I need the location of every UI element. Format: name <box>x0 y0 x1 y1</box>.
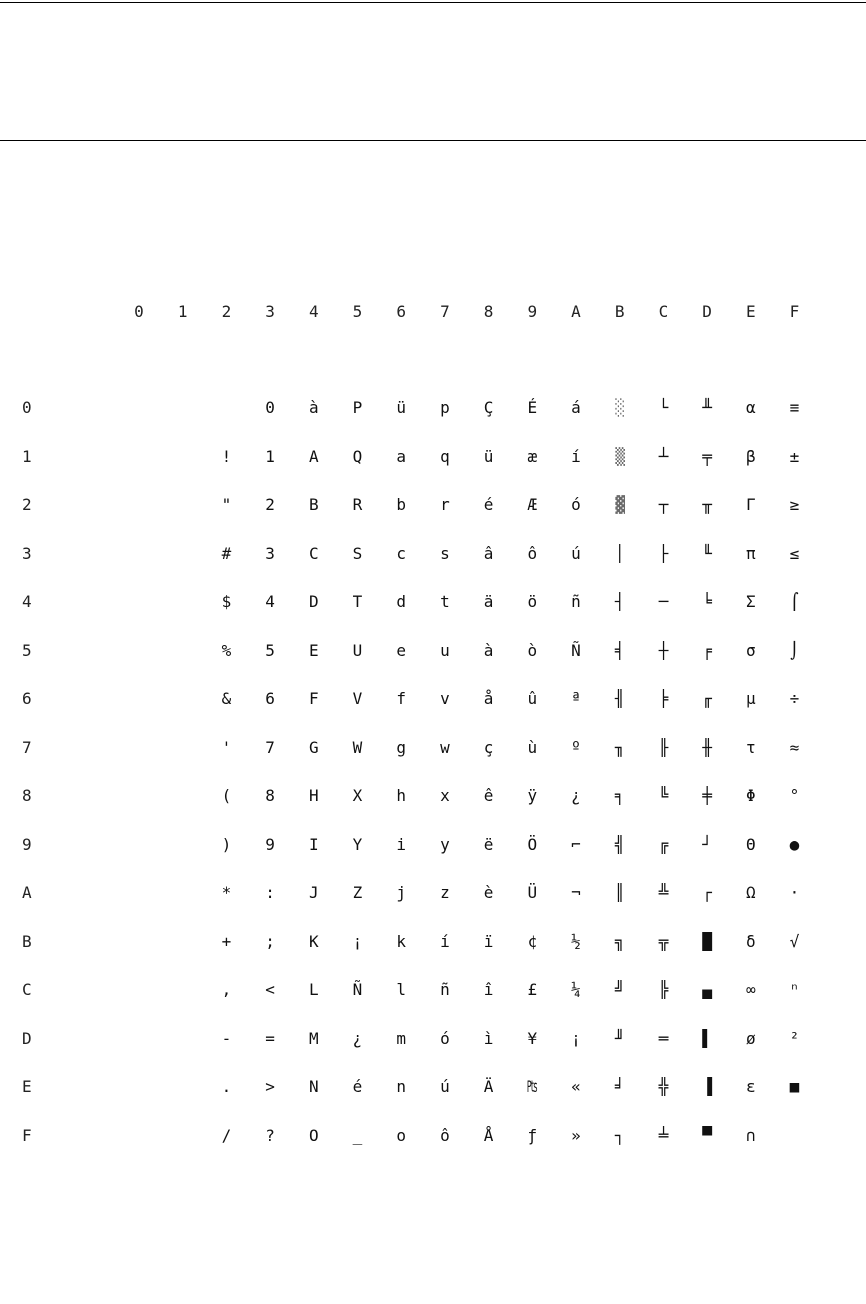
glyph-cell-8e: Φ <box>745 786 756 805</box>
glyph-cell-1e: β <box>745 446 756 466</box>
glyph-cell-72: ' <box>221 737 232 757</box>
glyph-cell-ef: ■ <box>789 1077 800 1096</box>
glyph-cell-cb: ╝ <box>614 980 625 999</box>
glyph-cell-3c: ├ <box>658 543 669 563</box>
glyph-cell-bc: ╦ <box>658 931 669 951</box>
row-header-4: 4 <box>22 592 32 611</box>
glyph-cell-98: ë <box>483 834 494 854</box>
glyph-cell-25: R <box>352 495 363 514</box>
glyph-cell-c4: L <box>308 980 319 999</box>
glyph-cell-f8: Å <box>483 1125 494 1145</box>
glyph-cell-84: H <box>308 786 319 805</box>
glyph-cell-bb: ╗ <box>614 931 625 951</box>
glyph-cell-69: û <box>527 689 538 708</box>
glyph-cell-ed: ▐ <box>702 1077 712 1096</box>
glyph-cell-37: s <box>440 543 450 563</box>
glyph-cell-4f: ⌠ <box>789 592 800 611</box>
row-header-0: 0 <box>22 398 32 417</box>
glyph-cell-e8: Ä <box>483 1077 494 1096</box>
glyph-cell-b7: í <box>440 931 450 951</box>
row-header-b: B <box>22 931 32 951</box>
glyph-cell-fb: ┐ <box>614 1125 625 1145</box>
glyph-cell-6b: ╢ <box>614 689 625 708</box>
glyph-cell-23: 2 <box>265 495 275 514</box>
glyph-cell-4d: ╘ <box>702 592 712 611</box>
glyph-cell-db: ╜ <box>614 1028 625 1048</box>
glyph-cell-2e: Γ <box>745 495 756 514</box>
glyph-cell-ea: « <box>571 1077 581 1096</box>
glyph-cell-6e: µ <box>745 689 756 708</box>
glyph-cell-a4: J <box>308 883 319 902</box>
glyph-cell-8c: ╚ <box>658 786 669 805</box>
glyph-cell-38: â <box>483 543 494 563</box>
row-header-2: 2 <box>22 495 32 514</box>
glyph-cell-14: A <box>308 446 319 466</box>
glyph-cell-95: Y <box>352 834 363 854</box>
glyph-cell-cf: ⁿ <box>789 980 800 999</box>
glyph-cell-0c: └ <box>658 398 669 417</box>
glyph-cell-27: r <box>440 495 450 514</box>
glyph-cell-53: 5 <box>265 640 275 660</box>
glyph-cell-29: Æ <box>527 495 538 514</box>
glyph-cell-fe: ∩ <box>745 1125 756 1145</box>
glyph-cell-b5: ¡ <box>352 931 363 951</box>
glyph-cell-87: x <box>440 786 450 805</box>
glyph-cell-57: u <box>440 640 450 660</box>
glyph-cell-15: Q <box>352 446 363 466</box>
glyph-cell-46: d <box>396 592 406 611</box>
glyph-cell-09: É <box>527 398 538 417</box>
glyph-cell-96: i <box>396 834 406 854</box>
glyph-cell-42: $ <box>221 592 232 611</box>
column-header-d: D <box>702 302 712 321</box>
glyph-cell-1f: ± <box>789 446 800 466</box>
glyph-cell-fc: ╧ <box>658 1125 669 1145</box>
glyph-cell-d3: = <box>265 1028 275 1048</box>
glyph-cell-0f: ≡ <box>789 398 800 417</box>
glyph-cell-3f: ≤ <box>789 543 800 563</box>
glyph-cell-33: 3 <box>265 543 275 563</box>
glyph-cell-28: é <box>483 495 494 514</box>
glyph-cell-b4: K <box>308 931 319 951</box>
glyph-cell-1b: ▒ <box>615 446 624 466</box>
glyph-cell-2c: ┬ <box>658 495 669 514</box>
column-header-9: 9 <box>527 302 538 321</box>
glyph-cell-bf: √ <box>789 931 800 951</box>
glyph-cell-9f: ● <box>789 834 800 854</box>
glyph-cell-de: ø <box>745 1028 756 1048</box>
glyph-cell-12: ! <box>221 446 232 466</box>
glyph-cell-62: & <box>221 689 232 708</box>
glyph-cell-79: ù <box>527 737 538 757</box>
glyph-cell-7b: ╖ <box>614 737 625 757</box>
row-header-8: 8 <box>22 786 32 805</box>
glyph-cell-7a: º <box>571 737 581 757</box>
glyph-cell-4a: ñ <box>571 592 581 611</box>
glyph-cell-ad: ┌ <box>702 883 712 902</box>
glyph-cell-ec: ╬ <box>658 1077 669 1096</box>
glyph-cell-32: # <box>221 543 232 563</box>
glyph-cell-26: b <box>396 495 406 514</box>
glyph-cell-a9: Ü <box>527 883 538 902</box>
glyph-cell-0a: á <box>571 398 581 417</box>
glyph-cell-1d: ╤ <box>702 446 712 466</box>
row-header-c: C <box>22 980 32 999</box>
top-rule <box>0 2 866 3</box>
glyph-cell-b8: ï <box>483 931 494 951</box>
glyph-cell-cd: ▄ <box>702 980 712 999</box>
row-header-1: 1 <box>22 446 32 466</box>
glyph-cell-8d: ╪ <box>702 786 712 805</box>
glyph-cell-82: ( <box>221 786 232 805</box>
column-header-e: E <box>745 302 756 321</box>
glyph-cell-2f: ≥ <box>789 495 800 514</box>
glyph-cell-22: " <box>221 495 232 514</box>
glyph-cell-da: ¡ <box>571 1028 581 1048</box>
glyph-cell-8b: ╕ <box>614 786 625 805</box>
glyph-cell-86: h <box>396 786 406 805</box>
glyph-cell-6a: ª <box>571 689 581 708</box>
glyph-cell-85: X <box>352 786 363 805</box>
header-rule <box>0 140 866 141</box>
glyph-cell-f7: ô <box>440 1125 450 1145</box>
row-header-3: 3 <box>22 543 32 563</box>
row-header-5: 5 <box>22 640 32 660</box>
glyph-cell-13: 1 <box>265 446 275 466</box>
glyph-cell-73: 7 <box>265 737 275 757</box>
glyph-cell-04: à <box>308 398 319 417</box>
glyph-cell-be: δ <box>745 931 756 951</box>
glyph-cell-68: å <box>483 689 494 708</box>
row-header-6: 6 <box>22 689 32 708</box>
glyph-cell-3e: π <box>745 543 756 563</box>
glyph-cell-97: y <box>440 834 450 854</box>
glyph-cell-17: q <box>440 446 450 466</box>
glyph-cell-d9: ¥ <box>527 1028 538 1048</box>
glyph-cell-b9: ¢ <box>527 931 538 951</box>
glyph-cell-06: ü <box>396 398 406 417</box>
glyph-cell-44: D <box>308 592 319 611</box>
glyph-cell-b2: + <box>221 931 232 951</box>
glyph-cell-ae: Ω <box>745 883 756 902</box>
glyph-cell-6f: ÷ <box>789 689 800 708</box>
glyph-cell-c9: £ <box>527 980 538 999</box>
glyph-cell-4e: Σ <box>745 592 756 611</box>
glyph-cell-ca: ¼ <box>571 980 581 999</box>
glyph-cell-e5: é <box>352 1077 363 1096</box>
glyph-cell-e9: ₧ <box>527 1077 538 1096</box>
glyph-cell-ce: ∞ <box>745 980 756 999</box>
glyph-cell-ac: ╩ <box>658 883 669 902</box>
glyph-cell-c5: Ñ <box>352 980 363 999</box>
glyph-cell-63: 6 <box>265 689 275 708</box>
glyph-cell-dc: ═ <box>658 1028 669 1048</box>
glyph-cell-6d: ╓ <box>702 689 712 708</box>
glyph-cell-77: w <box>440 737 450 757</box>
glyph-cell-f6: o <box>396 1125 406 1145</box>
row-header-9: 9 <box>22 834 32 854</box>
column-header-a: A <box>571 302 581 321</box>
glyph-cell-2a: ó <box>571 495 581 514</box>
glyph-cell-eb: ╛ <box>614 1077 625 1096</box>
glyph-cell-ee: ε <box>745 1077 756 1096</box>
glyph-cell-67: v <box>440 689 450 708</box>
glyph-cell-88: ê <box>483 786 494 805</box>
row-header-a: A <box>22 883 32 902</box>
glyph-cell-3b: │ <box>614 543 625 563</box>
glyph-cell-7c: ╟ <box>658 737 669 757</box>
column-header-3: 3 <box>265 302 275 321</box>
glyph-cell-df: ² <box>789 1028 800 1048</box>
column-header-0: 0 <box>134 302 144 321</box>
glyph-cell-6c: ╞ <box>658 689 669 708</box>
glyph-cell-9a: ⌐ <box>571 834 581 854</box>
glyph-cell-a6: j <box>396 883 406 902</box>
glyph-cell-3d: ╙ <box>702 543 712 563</box>
glyph-cell-24: B <box>308 495 319 514</box>
glyph-cell-f3: ? <box>265 1125 275 1145</box>
glyph-cell-34: C <box>308 543 319 563</box>
glyph-cell-9e: Θ <box>745 834 756 854</box>
glyph-cell-64: F <box>308 689 319 708</box>
glyph-cell-dd: ▌ <box>702 1028 712 1048</box>
glyph-cell-1a: í <box>571 446 581 466</box>
glyph-cell-75: W <box>352 737 363 757</box>
glyph-cell-f5: _ <box>352 1125 363 1145</box>
glyph-cell-5e: σ <box>745 640 756 660</box>
glyph-cell-9c: ╔ <box>658 834 669 854</box>
glyph-cell-49: ö <box>527 592 538 611</box>
row-header-7: 7 <box>22 737 32 757</box>
glyph-cell-18: ü <box>483 446 494 466</box>
glyph-cell-83: 8 <box>265 786 275 805</box>
glyph-cell-5b: ╡ <box>614 640 625 660</box>
glyph-cell-d7: ó <box>440 1028 450 1048</box>
glyph-cell-5a: Ñ <box>571 640 581 660</box>
glyph-cell-1c: ┴ <box>658 446 669 466</box>
glyph-cell-cc: ╠ <box>658 980 669 999</box>
glyph-cell-3a: ú <box>571 543 581 563</box>
glyph-cell-a2: * <box>221 883 232 902</box>
glyph-cell-2d: ╥ <box>702 495 712 514</box>
glyph-cell-a8: è <box>483 883 494 902</box>
glyph-cell-19: æ <box>527 446 538 466</box>
column-header-2: 2 <box>221 302 232 321</box>
glyph-cell-03: 0 <box>265 398 275 417</box>
glyph-cell-c8: î <box>483 980 494 999</box>
glyph-cell-e7: ú <box>440 1077 450 1096</box>
glyph-cell-7e: τ <box>745 737 756 757</box>
glyph-cell-66: f <box>396 689 406 708</box>
glyph-cell-c6: l <box>396 980 406 999</box>
glyph-cell-36: c <box>396 543 406 563</box>
glyph-cell-39: ô <box>527 543 538 563</box>
glyph-cell-ba: ½ <box>571 931 581 951</box>
glyph-cell-9b: ╣ <box>614 834 625 854</box>
glyph-cell-58: à <box>483 640 494 660</box>
row-header-e: E <box>22 1077 32 1096</box>
column-header-8: 8 <box>483 302 494 321</box>
glyph-cell-f9: ƒ <box>527 1125 538 1145</box>
glyph-cell-59: ò <box>527 640 538 660</box>
glyph-cell-16: a <box>396 446 406 466</box>
glyph-cell-b3: ; <box>265 931 275 951</box>
glyph-cell-56: e <box>396 640 406 660</box>
glyph-cell-74: G <box>308 737 319 757</box>
glyph-cell-89: ÿ <box>527 786 538 805</box>
glyph-cell-d2: - <box>221 1028 232 1048</box>
row-header-f: F <box>22 1125 32 1145</box>
glyph-cell-0d: ╨ <box>702 398 712 417</box>
glyph-cell-c3: < <box>265 980 275 999</box>
glyph-cell-0e: α <box>745 398 756 417</box>
column-header-b: B <box>614 302 625 321</box>
glyph-cell-bd: █ <box>702 931 712 951</box>
glyph-cell-5f: ⌡ <box>789 640 800 660</box>
glyph-cell-4c: ─ <box>658 592 669 611</box>
glyph-cell-8f: ° <box>789 786 800 805</box>
glyph-cell-93: 9 <box>265 834 275 854</box>
glyph-cell-f4: O <box>308 1125 319 1145</box>
column-header-7: 7 <box>440 302 450 321</box>
glyph-cell-43: 4 <box>265 592 275 611</box>
glyph-cell-5d: ╒ <box>702 640 712 660</box>
glyph-cell-07: p <box>440 398 450 417</box>
glyph-cell-c7: ñ <box>440 980 450 999</box>
glyph-cell-d8: ì <box>483 1028 494 1048</box>
glyph-cell-2b: ▓ <box>615 495 624 514</box>
glyph-cell-ab: ║ <box>614 883 625 902</box>
glyph-cell-aa: ¬ <box>571 883 581 902</box>
glyph-cell-35: S <box>352 543 363 563</box>
glyph-cell-f2: / <box>221 1125 232 1145</box>
column-header-f: F <box>789 302 800 321</box>
glyph-cell-8a: ¿ <box>571 786 581 805</box>
glyph-cell-92: ) <box>221 834 232 854</box>
glyph-cell-d4: M <box>308 1028 319 1048</box>
glyph-cell-7d: ╫ <box>702 737 712 757</box>
glyph-cell-4b: ┤ <box>614 592 625 611</box>
glyph-cell-a7: z <box>440 883 450 902</box>
glyph-cell-a5: Z <box>352 883 363 902</box>
column-header-1: 1 <box>177 302 188 321</box>
glyph-cell-fd: ▀ <box>702 1125 712 1145</box>
glyph-cell-54: E <box>308 640 319 660</box>
glyph-cell-b6: k <box>396 931 406 951</box>
glyph-cell-47: t <box>440 592 450 611</box>
glyph-cell-e4: N <box>308 1077 319 1096</box>
glyph-cell-65: V <box>352 689 363 708</box>
glyph-cell-e3: > <box>265 1077 275 1096</box>
column-header-4: 4 <box>308 302 319 321</box>
glyph-cell-fa: » <box>571 1125 581 1145</box>
glyph-cell-e6: n <box>396 1077 406 1096</box>
glyph-cell-94: I <box>308 834 319 854</box>
glyph-cell-48: ä <box>483 592 494 611</box>
column-header-5: 5 <box>352 302 363 321</box>
glyph-cell-76: g <box>396 737 406 757</box>
glyph-cell-d6: m <box>396 1028 406 1048</box>
glyph-cell-a3: : <box>265 883 275 902</box>
column-header-c: C <box>658 302 669 321</box>
glyph-cell-d5: ¿ <box>352 1028 363 1048</box>
glyph-cell-45: T <box>352 592 363 611</box>
glyph-cell-0b: ░ <box>615 398 624 417</box>
glyph-cell-7f: ≈ <box>789 737 800 757</box>
glyph-cell-52: % <box>221 640 232 660</box>
glyph-cell-5c: ┼ <box>658 640 669 660</box>
glyph-cell-78: ç <box>483 737 494 757</box>
glyph-cell-05: P <box>352 398 363 417</box>
row-header-d: D <box>22 1028 32 1048</box>
column-header-6: 6 <box>396 302 406 321</box>
glyph-cell-55: U <box>352 640 363 660</box>
glyph-cell-af: · <box>789 883 800 902</box>
glyph-cell-e2: . <box>221 1077 232 1096</box>
glyph-cell-99: Ö <box>527 834 538 854</box>
glyph-cell-9d: ┘ <box>702 834 712 854</box>
glyph-cell-c2: , <box>221 980 232 999</box>
glyph-cell-08: Ç <box>483 398 494 417</box>
